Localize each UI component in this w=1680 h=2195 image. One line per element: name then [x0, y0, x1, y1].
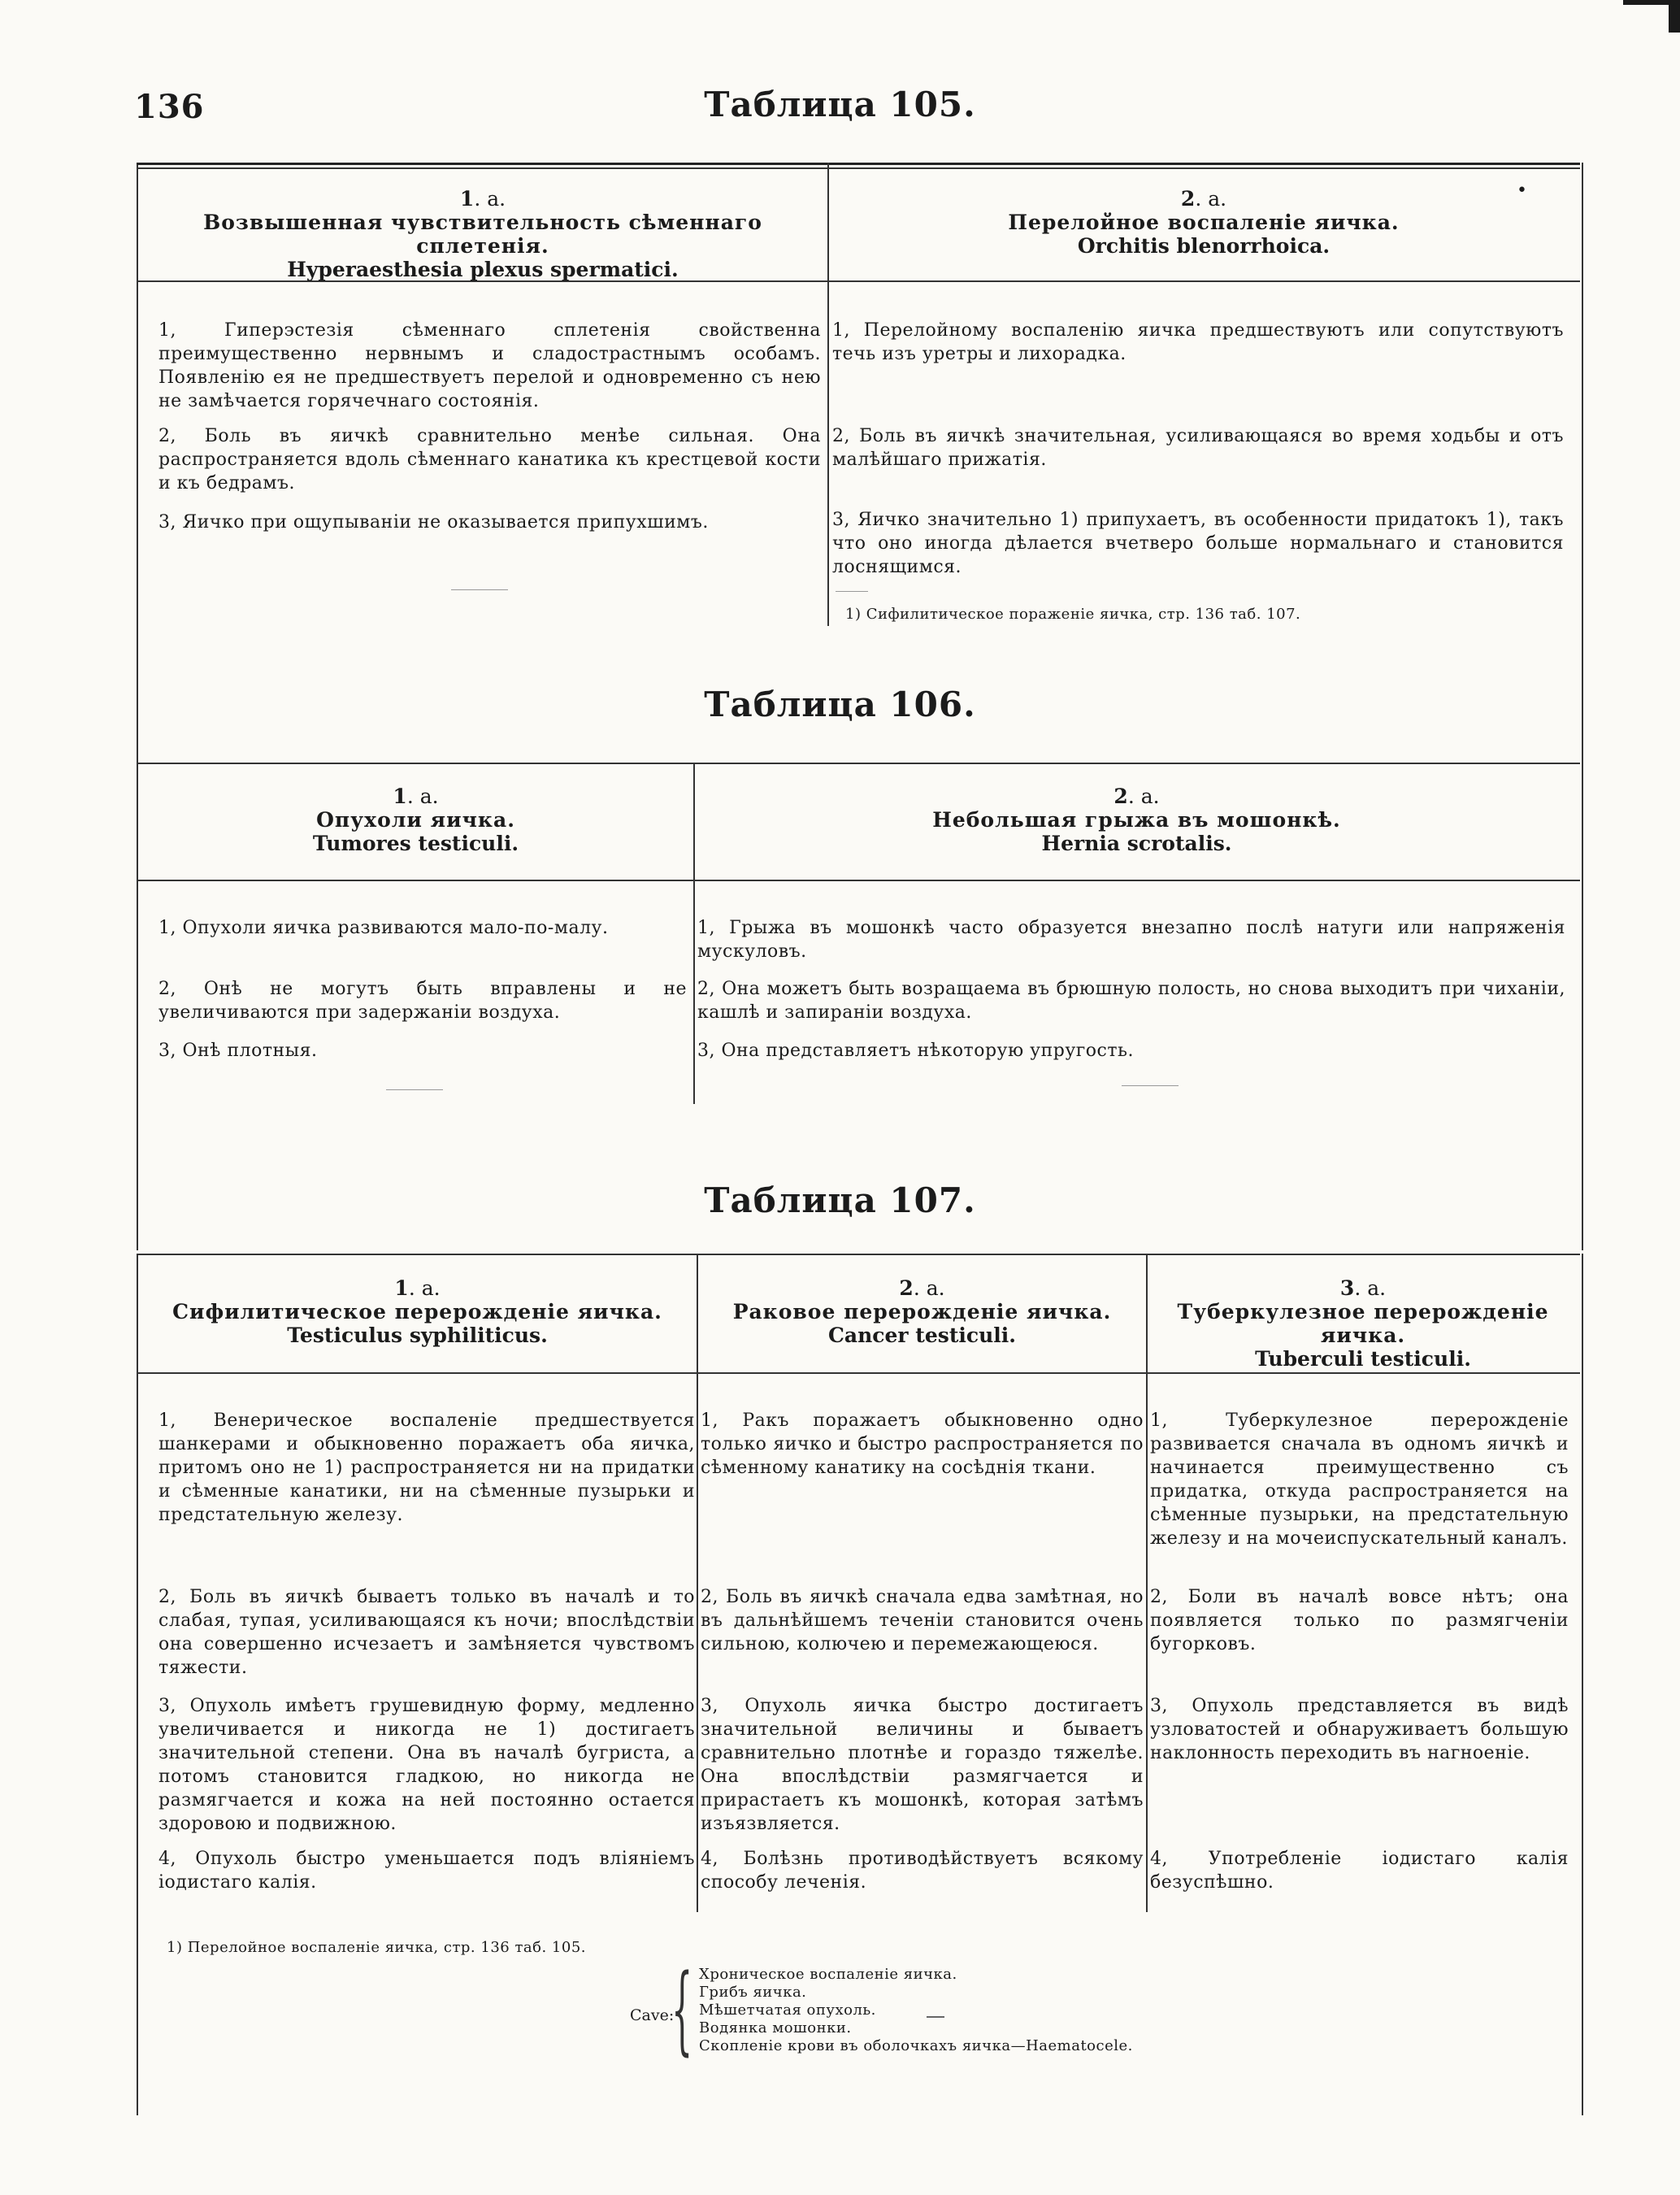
separator: [386, 1089, 443, 1090]
table-107-col1-p4: 4, Опухоль быстро уменьшается подъ вліяніемъ іодистаго калія.: [158, 1849, 695, 1893]
separator: [451, 589, 508, 590]
cave-label: Cave:: [630, 2006, 675, 2024]
table-105-top-rule-inner: [137, 167, 1580, 169]
brace-icon: {: [671, 1953, 693, 2065]
table-105-col2-p3: 3, Яичко значительно 1) припухаетъ, въ особенности придатокъ 1), такъ что оно иногда дѣлается вчетверо больше нормальнаго и становится лоснящимся.: [832, 510, 1564, 577]
table-107-col3-title-lat: Tuberculi testiculi.: [1255, 1347, 1471, 1371]
page-number: 136: [134, 88, 205, 126]
scan-edge: [1623, 0, 1680, 5]
table-106-col1-title-lat: Tumores testiculi.: [312, 832, 519, 855]
table-107-divider-1: [697, 1254, 698, 1912]
separator: [1122, 1085, 1179, 1086]
ink-dot: •: [1517, 180, 1527, 201]
scan-corner: [1669, 0, 1680, 33]
table-105-col2-num: 2. а.: [1180, 187, 1227, 211]
table-107-col2-p4: 4, Болѣзнь противодѣйствуетъ всякому способу леченія.: [701, 1849, 1144, 1893]
table-107-col3-header: [1148, 1276, 1578, 1371]
table-107-col1-title-ru: Сифилитическое перерожденіе яичка.: [172, 1300, 662, 1324]
footnote-rule: [836, 591, 868, 592]
cave-list: [699, 1966, 1133, 2055]
table-105-col2-header: [829, 187, 1578, 258]
table-107-col2-p2: 2, Боль въ яичкѣ сначала едва замѣтная, но въ дальнѣйшемъ теченіи становится очень сильною, колючею и перемежающеюся.: [701, 1587, 1144, 1654]
table-107-col1-title-lat: Testiculus syphiliticus.: [287, 1324, 548, 1347]
table-106-col1-title-ru: Опухоли яичка.: [316, 808, 515, 832]
table-107-col3-p1: 1, Туберкулезное перерожденіе развивается сначала въ одномъ яичкѣ и начинается преимущественно съ придатка, откуда распространяется на сѣменные пузырьки, на предстательную железу и на мочеиспускательный каналъ.: [1150, 1410, 1569, 1549]
table-106-col2-title-ru: Небольшая грыжа въ мошонкѣ.: [932, 808, 1341, 832]
table-107-title: Таблица 107.: [704, 1180, 976, 1220]
table-105-col2-p1: 1, Перелойному воспаленію яичка предшествуютъ или сопутствуютъ течь изъ уретры и лихорадка.: [832, 320, 1564, 364]
table-106-header-rule: [137, 880, 1580, 881]
table-106-col1-num: 1. а.: [393, 785, 439, 808]
table-106-col2-title-lat: Hernia scrotalis.: [1041, 832, 1232, 855]
table-107-col2-header: [698, 1276, 1146, 1347]
table-105-col2-title-ru: Перелойное воспаленіе яичка.: [1008, 211, 1400, 234]
table-106-col1-p2: 2, Онѣ не могутъ быть вправлены и не увеличиваются при задержаніи воздуха.: [158, 979, 687, 1023]
table-105-col1-num: 1. а.: [459, 187, 506, 211]
table-107-col2-title-lat: Cancer testiculi.: [828, 1324, 1016, 1347]
cave-item: Хроническое воспаленіе яичка.: [699, 1966, 957, 1983]
table-105-col2-p2: 2, Боль въ яичкѣ значительная, усиливающаяся во время ходьбы и отъ малѣйшаго прижатія.: [832, 426, 1564, 470]
table-107-col3-p4: 4, Употребленіе іодистаго калія безуспѣшно.: [1150, 1849, 1569, 1893]
table-107-col1-num: 1. а.: [394, 1276, 441, 1300]
table-106-col2-header: [695, 785, 1578, 855]
table-105-col1-header: [138, 187, 827, 281]
table-105-col1-title-ru: Возвышенная чувствительность сѣменнаго сплетенія.: [203, 211, 762, 258]
table-106-col2-num: 2. а.: [1113, 785, 1160, 808]
table-107-col1-p1: 1, Венерическое воспаленіе предшествуется шанкерами и обыкновенно поражаетъ оба яичка, притомъ оно не 1) распространяется ни на придатки и сѣменные канатики, ни на сѣменные пузырьки и предстательную железу.: [158, 1410, 695, 1525]
table-107-col3-p2: 2, Боли въ началѣ вовсе нѣтъ; она появляется только по размягченіи бугорковъ.: [1150, 1587, 1569, 1654]
table-105-footnote: 1) Сифилитическое пораженіе яичка, стр. 136 таб. 107.: [845, 606, 1301, 623]
table-105-title: Таблица 105.: [704, 85, 976, 124]
cave-item: Грибъ яичка.: [699, 1984, 807, 2001]
cave-item: Мѣшетчатая опухоль.: [699, 2002, 876, 2019]
table-107-col2-title-ru: Раковое перерожденіе яичка.: [732, 1300, 1112, 1324]
table-106-top-rule: [137, 763, 1580, 764]
table-106-col2-p1: 1, Грыжа въ мошонкѣ часто образуется внезапно послѣ натуги или напряженія мускуловъ.: [697, 918, 1565, 962]
table-107-col1-header: [138, 1276, 697, 1347]
table-105-col2-title-lat: Orchitis blenorrhoica.: [1077, 234, 1331, 258]
table-105-col1-p1: 1, Гиперэстезія сѣменнаго сплетенія свойственна преимущественно нервнымъ и сладострастнымъ особамъ. Появленію ея не предшествуетъ перелой и одновременно съ нею не замѣчается горячечнаго состоянія.: [158, 320, 821, 411]
table-106-col1-header: [138, 785, 693, 855]
table-105-col1-p2: 2, Боль въ яичкѣ сравнительно менѣе сильная. Она распространяется вдоль сѣменнаго канатика къ крестцевой кости и къ бедрамъ.: [158, 426, 821, 493]
table-107-col3-num: 3. а.: [1339, 1276, 1387, 1300]
table-107-header-rule: [137, 1372, 1580, 1374]
table-107-col2-num: 2. а.: [899, 1276, 945, 1300]
table-106-col1-p1: 1, Опухоли яичка развиваются мало-по-малу.: [158, 918, 609, 938]
table-106-col2-p3: 3, Она представляетъ нѣкоторую упругость.: [697, 1041, 1135, 1061]
table-107-col2-p3: 3, Опухоль яичка быстро достигаетъ значительной величины и бываетъ сравнительно плотнѣе и гораздо тяжелѣе. Она впослѣдствіи размягчается и прирастаетъ къ мошонкѣ, которая затѣмъ изъязвляется.: [701, 1696, 1144, 1834]
cave-item: Скопленіе крови въ оболочкахъ яичка—Haematocele.: [699, 2037, 1133, 2054]
table-107-col3-title-ru: Туберкулезное перерожденіе яичка.: [1177, 1300, 1549, 1347]
table-105-col1-title-lat: Hyperaesthesia plexus spermatici.: [287, 258, 679, 281]
table-107-col1-p3: 3, Опухоль имѣетъ грушевидную форму, медленно увеличивается и никогда не 1) достигаетъ значительной степени. Она въ началѣ бугриста, а потомъ становится гладкою, но никогда не размягчается и кожа на ней постоянно остается здоровою и подвижною.: [158, 1696, 695, 1834]
table-107-col3-p3: 3, Опухоль представляется въ видѣ узловатостей и обнаруживаетъ большую наклонность переходить въ нагноеніе.: [1150, 1696, 1569, 1763]
cave-dash: [927, 2016, 944, 2018]
table-105-top-rule: [137, 163, 1580, 165]
table-106-title: Таблица 106.: [704, 685, 976, 724]
table-107-col1-p2: 2, Боль въ яичкѣ бываетъ только въ началѣ и то слабая, тупая, усиливающаяся къ ночи; впослѣдствіи она совершенно исчезаетъ и замѣняется чувствомъ тяжести.: [158, 1587, 695, 1678]
table-107-col2-p1: 1, Ракъ поражаетъ обыкновенно одно только яичко и быстро распространяется по сѣменному канатику на сосѣднія ткани.: [701, 1410, 1144, 1478]
table-106-col2-p2: 2, Она можетъ быть возращаема въ брюшную полость, но снова выходитъ при чиханіи, кашлѣ и запираніи воздуха.: [697, 979, 1565, 1023]
table-107-top-rule: [137, 1254, 1580, 1255]
table-107-footnote: 1) Перелойное воспаленіе яичка, стр. 136 таб. 105.: [167, 1939, 587, 1956]
cave-item: Водянка мошонки.: [699, 2019, 852, 2036]
table-106-col1-p3: 3, Онѣ плотныя.: [158, 1041, 318, 1061]
table-105-col1-p3: 3, Яичко при ощупываніи не оказывается припухшимъ.: [158, 512, 709, 532]
